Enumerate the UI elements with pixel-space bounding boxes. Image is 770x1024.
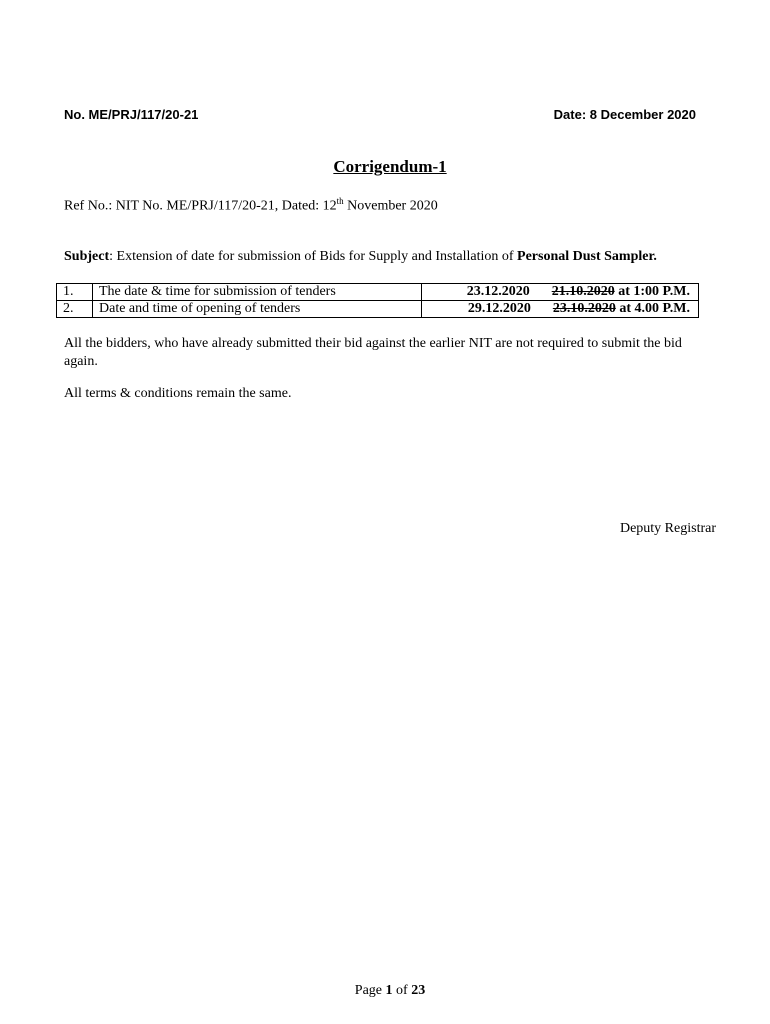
row-time: at 1:00 P.M. bbox=[614, 284, 690, 299]
old-date-struck: 21.10.2020 bbox=[551, 284, 615, 299]
document-date: Date: 8 December 2020 bbox=[553, 107, 696, 122]
reference-prefix: Ref No.: NIT No. ME/PRJ/117/20-21, Dated: 12 bbox=[64, 198, 337, 214]
row-description: Date and time of opening of tenders bbox=[93, 301, 422, 318]
row-description: The date & time for submission of tenders bbox=[93, 284, 422, 301]
row-time: at 4.00 P.M. bbox=[615, 301, 690, 316]
page-current: 1 bbox=[385, 983, 393, 998]
row-number: 2. bbox=[57, 301, 93, 318]
signature-title: Deputy Registrar bbox=[619, 521, 716, 536]
new-date: 29.12.2020 bbox=[467, 301, 531, 316]
table-row bbox=[57, 284, 699, 301]
row-date-time bbox=[422, 301, 699, 318]
document-number: No. ME/PRJ/117/20-21 bbox=[64, 107, 199, 122]
subject-line bbox=[64, 249, 657, 265]
subject-text: : Extension of date for submission of Bids for Supply and Installation of bbox=[109, 249, 518, 264]
schedule-table bbox=[56, 283, 699, 318]
bidders-note: All the bidders, who have already submitted their bid against the earlier NIT are not required to submit the bid again. bbox=[64, 336, 682, 369]
reference-line bbox=[64, 196, 438, 215]
new-date: 23.12.2020 bbox=[466, 284, 530, 299]
row-date-time bbox=[422, 284, 699, 301]
row-number: 1. bbox=[57, 284, 93, 301]
table-row bbox=[57, 301, 699, 318]
page-footer bbox=[0, 983, 770, 999]
old-date-struck: 23.10.2020 bbox=[552, 301, 616, 316]
terms-note: All terms & conditions remain the same. bbox=[64, 386, 292, 401]
page-total: 23 bbox=[411, 983, 426, 998]
subject-item: Personal Dust Sampler. bbox=[517, 249, 657, 264]
page-of: of bbox=[392, 983, 412, 998]
document-title: Corrigendum-1 bbox=[333, 157, 447, 176]
reference-suffix: November 2020 bbox=[343, 198, 438, 214]
reference-superscript: th bbox=[336, 196, 344, 206]
subject-label: Subject bbox=[64, 249, 110, 264]
page-word: Page bbox=[354, 983, 386, 998]
